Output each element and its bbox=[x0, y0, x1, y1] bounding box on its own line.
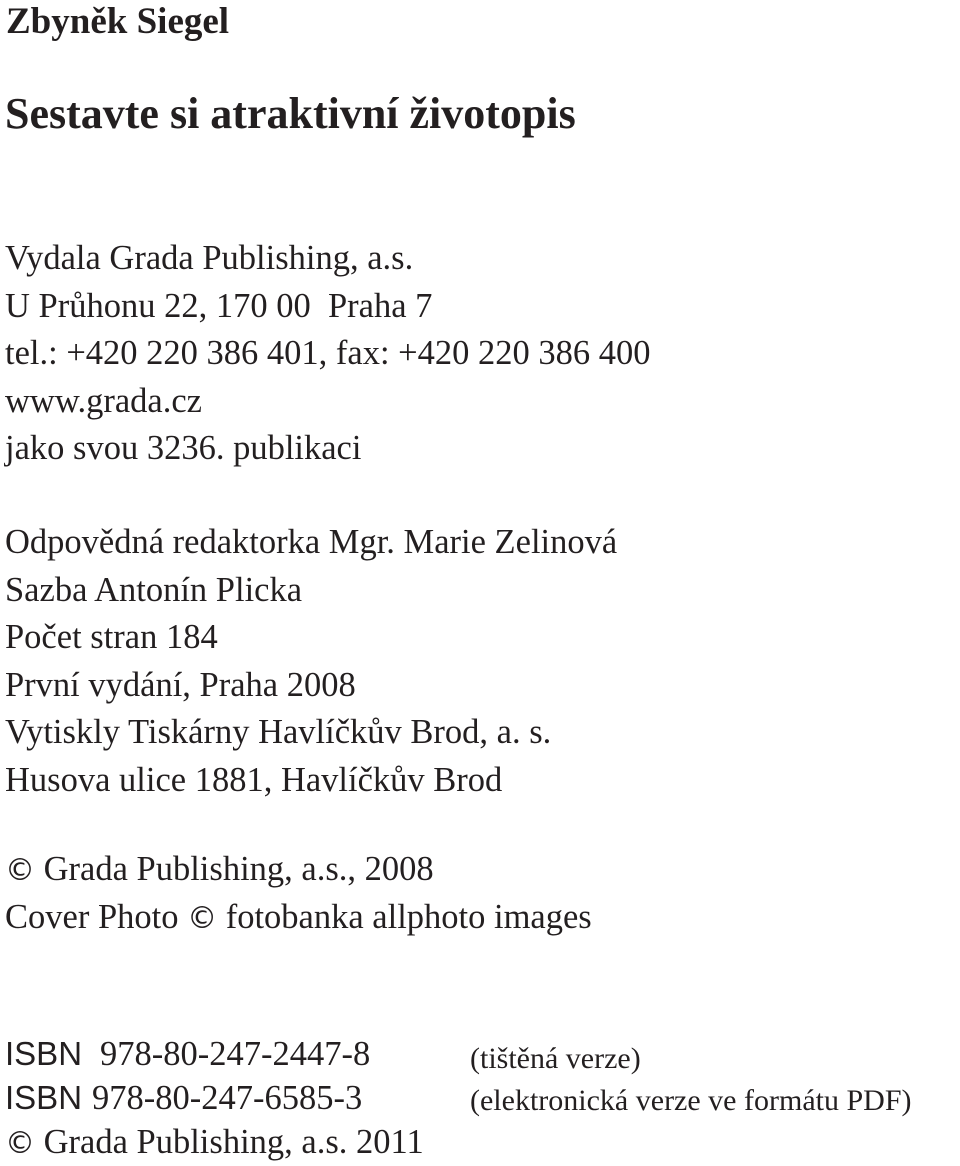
page-count: Počet stran 184 bbox=[5, 618, 218, 656]
publisher-address: U Průhonu 22, 170 00 Praha 7 bbox=[5, 286, 433, 325]
isbn-block bbox=[5, 1032, 424, 1166]
editor-credit: Odpovědná redaktorka Mgr. Marie Zelinová bbox=[5, 523, 618, 561]
printer-info: Vytiskly Tiskárny Havlíčkův Brod, a. s. bbox=[5, 713, 552, 751]
isbn-label: ISBN bbox=[5, 1035, 83, 1072]
isbn-print bbox=[5, 1032, 424, 1076]
copyright-symbol-icon: © bbox=[187, 901, 218, 936]
ebook-copyright-line bbox=[5, 1120, 424, 1166]
copyright-info bbox=[5, 846, 592, 942]
publisher-info bbox=[5, 235, 651, 473]
publisher-phone-fax: tel.: +420 220 386 401, fax: +420 220 386 400 bbox=[5, 334, 651, 372]
isbn-ebook-number: 978-80-247-6585-3 bbox=[92, 1079, 363, 1117]
isbn-ebook bbox=[5, 1076, 424, 1120]
isbn-print-number: 978-80-247-2447-8 bbox=[100, 1035, 371, 1073]
edition-info: První vydání, Praha 2008 bbox=[5, 665, 356, 704]
typesetting-credit: Sazba Antonín Plicka bbox=[5, 570, 303, 609]
ebook-copyright-text: Grada Publishing, a.s. 2011 bbox=[43, 1123, 424, 1161]
publisher-line: Vydala Grada Publishing, a.s. bbox=[5, 239, 414, 277]
printer-address: Husova ulice 1881, Havlíčkův Brod bbox=[5, 760, 503, 799]
print-version-note: (tištěná verze) bbox=[470, 1042, 641, 1075]
cover-photo-credit bbox=[5, 894, 592, 942]
copyright-text: Grada Publishing, a.s., 2008 bbox=[43, 850, 434, 888]
credits-info bbox=[5, 519, 617, 804]
copyright-symbol-icon: © bbox=[5, 853, 35, 888]
isbn-label: ISBN bbox=[5, 1079, 83, 1116]
publication-number: jako svou 3236. publikaci bbox=[5, 429, 362, 467]
copyright-line bbox=[5, 846, 592, 894]
cover-photo-source: fotobanka allphoto images bbox=[225, 898, 592, 936]
author-name: Zbyněk Siegel bbox=[6, 1, 230, 42]
publisher-website: www.grada.cz bbox=[5, 381, 202, 420]
cover-photo-label: Cover Photo bbox=[5, 898, 179, 936]
ebook-version-note: (elektronická verze ve formátu PDF) bbox=[470, 1084, 912, 1117]
copyright-symbol-icon: © bbox=[5, 1126, 35, 1161]
book-title: Sestavte si atraktivní životopis bbox=[5, 89, 576, 138]
isbn-version-notes bbox=[470, 1038, 912, 1122]
